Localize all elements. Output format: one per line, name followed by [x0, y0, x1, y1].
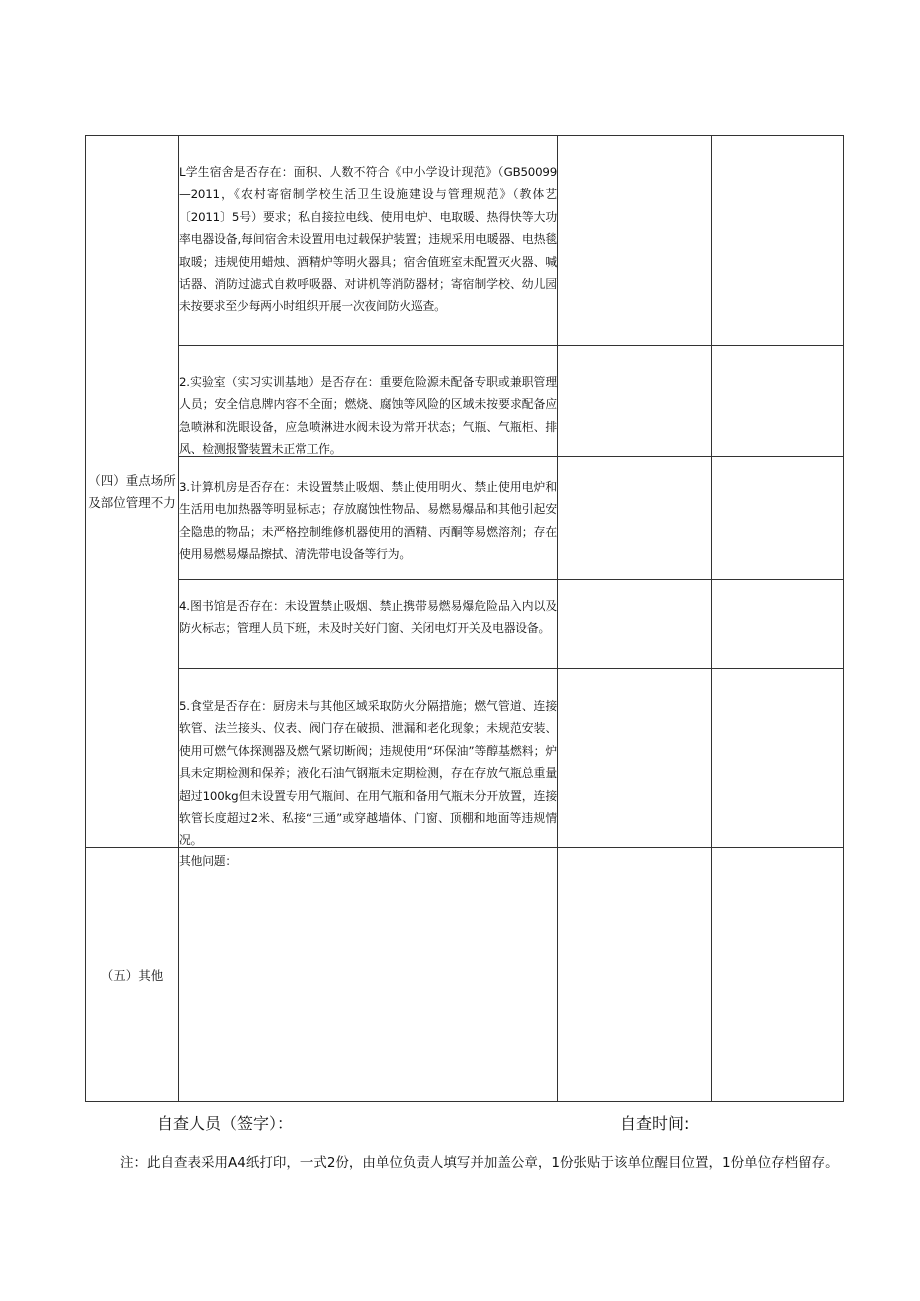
row-divider: [178, 668, 843, 669]
inspector-signature-label: 自查人员（签字）：: [157, 1114, 294, 1133]
other-issues-label: 其他问题：: [179, 854, 237, 868]
row-divider: [178, 345, 843, 346]
grid-line-col2: [557, 136, 558, 1101]
check-item-dormitory: L学生宿舍是否存在：面积、人数不符合《中小学设计现范》（GB50099—2011，《农村寄宿制学校生活卫生设施建设与管理规范》（教体艺〔2011〕5号）要求；私自接拉电线、使用电炉、电取暖、热得快等大功率电器设备,每间宿舍未设置用电过载保护装置；违规采用电暖器、电热毯取暖；违规使用蜡烛、酒精炉等明火器具；宿舍值班室未配置灭火器、喊话器、消防过滤式自救呼吸器、对讲机等消防器材；寄宿制学校、幼儿园未按要求至少每两小时组织开展一次夜间防火巡查。: [179, 165, 557, 314]
check-item-laboratory: 2.实验室（实习实训基地）是否存在：重要危险源未配备专职或兼职管理人员；安全信息牌内容不全面；燃烧、腐蚀等风险的区域未按要求配备应急喷淋和洗眼设备，应急喷淋进水阀未设为常开状态；气瓶、气瓶柜、排风、检测报警装置未正常工作。: [179, 375, 557, 457]
grid-line-col3: [711, 136, 712, 1101]
category-key-places: （四）重点场所及部位管理不力: [88, 473, 176, 510]
inspection-time-label: 自查时间:: [620, 1114, 690, 1133]
check-item-canteen: 5.食堂是否存在：厨房未与其他区域采取防火分隔措施；燃气管道、连接软管、法兰接头、仪表、阀门存在破损、泄漏和老化现象；未规范安装、使用可燃气体探测器及燃气紧切断阀；违规使用“环保油”等醇基燃料；炉具未定期检测和保养；液化石油气钢瓶未定期检测，存在存放气瓶总重量超过100kg但未设置专用气瓶间、在用气瓶和备用气瓶未分开放置，连接软管长度超过2米、私接“三通”或穿越墙体、门窗、顶棚和地面等违规情况。: [179, 699, 557, 848]
self-check-table: [85, 135, 844, 1102]
footer-note: 注：此自查表采用A4纸打印，一式2份，由单位负责人填写并加盖公章，1份张贴于该单位醒目位置，1份单位存档留存。: [120, 1155, 839, 1171]
check-item-library: 4.图书馆是否存在：未设置禁止吸烟、禁止携带易燃易爆危险品入内以及防火标志；管理人员下班，未及时关好门窗、关闭电灯开关及电器设备。: [179, 599, 557, 636]
row-divider: [178, 579, 843, 580]
check-item-computer-room: 3.计算机房是否存在：未设置禁止吸烟、禁止使用明火、禁止使用电炉和生活用电加热器等明显标志；存放腐蚀性物品、易燃易爆品和其他引起安全隐患的物品；未严格控制维修机器使用的酒精、丙酮等易燃溶剂；存在使用易燃易爆品擦拭、清洗带电设备等行为。: [179, 480, 557, 562]
category-other: （五）其他: [100, 968, 164, 983]
